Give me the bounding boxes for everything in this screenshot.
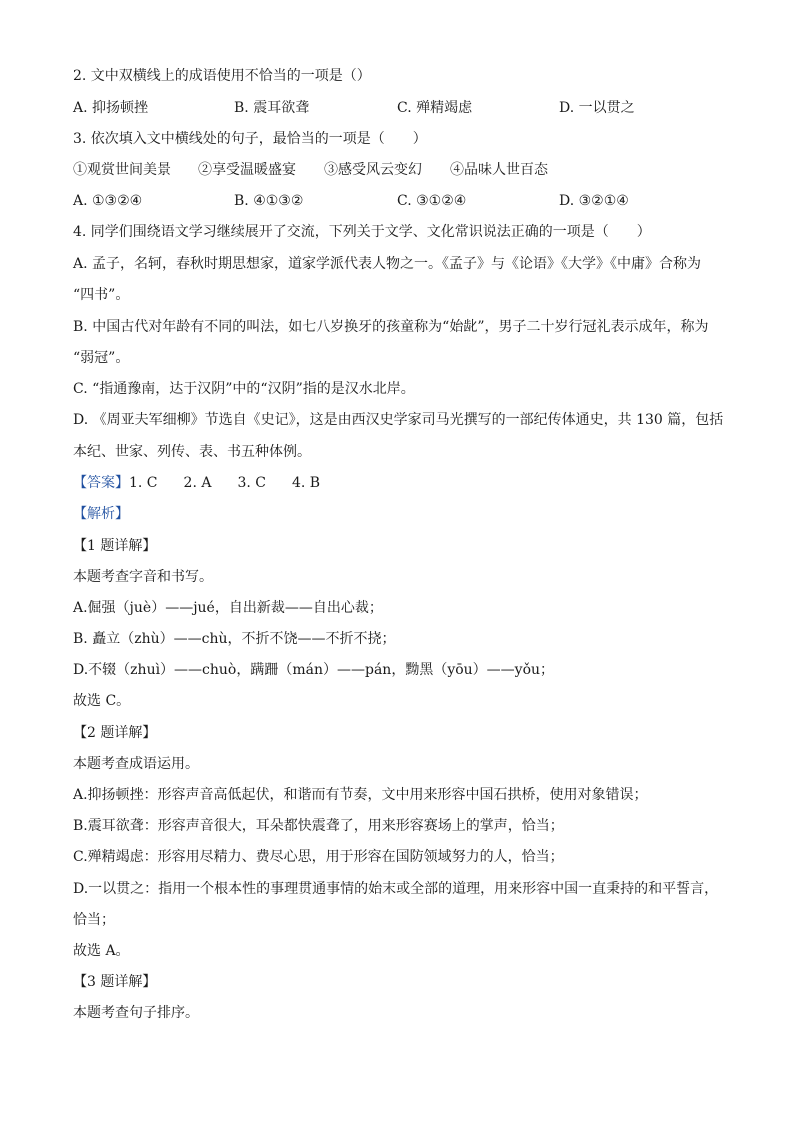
q3-phrase-4: ④品味人世百态 — [450, 162, 548, 178]
q4-option-a: A. 孟子，名轲，春秋时期思想家，道家学派代表人物之一。《孟子》与《论语》《大学》《中庸》合称为 — [73, 256, 702, 272]
answer-2: 2. A — [183, 475, 212, 491]
q3-phrase-2: ②享受温暖盛宴 — [198, 162, 296, 178]
q4-option-a-cont: “四书”。 — [73, 287, 130, 303]
detail-1-line-d: D.不辍（zhuì）——chuò，蹒跚（mán）——pán，黝黑（yōu）——yǒu； — [73, 662, 555, 678]
detail-2-conclusion: 故选 A。 — [73, 943, 130, 959]
q3-phrase-3: ③感受风云变幻 — [324, 162, 422, 178]
q4-option-c: C. “指通豫南，达于汉阴”中的“汉阴”指的是汉水北岸。 — [73, 381, 415, 397]
q3-option-d: D. ③②①④ — [559, 193, 629, 209]
analysis-label: 【解析】 — [73, 506, 129, 522]
q2-option-c: C. 殚精竭虑 — [397, 100, 473, 116]
q2-stem: 2. 文中双横线上的成语使用不恰当的一项是（） — [73, 68, 371, 84]
detail-3-heading: 【3 题详解】 — [73, 974, 157, 990]
q4-option-b-cont: “弱冠”。 — [73, 350, 130, 366]
detail-2-line-c: C.殚精竭虑：形容用尽精力、费尽心思，用于形容在国防领域努力的人，恰当； — [73, 849, 564, 865]
q3-option-b: B. ④①③② — [234, 193, 304, 209]
q3-stem: 3. 依次填入文中横线处的句子，最恰当的一项是（ ） — [73, 131, 427, 147]
detail-2-line-a: A.抑扬顿挫：形容声音高低起伏，和谐而有节奏，文中用来形容中国石拱桥，使用对象错误； — [73, 787, 648, 803]
q2-option-a: A. 抑扬顿挫 — [73, 100, 149, 116]
q4-option-b: B. 中国古代对年龄有不同的叫法，如七八岁换牙的孩童称为“始龀”，男子二十岁行冠礼表示成年，称为 — [73, 319, 709, 335]
detail-3-intro: 本题考查句子排序。 — [73, 1005, 199, 1021]
detail-1-conclusion: 故选 C。 — [73, 693, 131, 709]
q4-option-d-cont: 本纪、世家、列传、表、书五种体例。 — [73, 444, 311, 460]
detail-2-line-d-cont: 恰当； — [73, 912, 115, 928]
q2-option-b: B. 震耳欲聋 — [234, 100, 310, 116]
q3-phrase-1: ①观赏世间美景 — [73, 162, 171, 178]
q3-option-c: C. ③①②④ — [397, 193, 467, 209]
detail-1-intro: 本题考查字音和书写。 — [73, 569, 213, 585]
answer-4: 4. B — [291, 475, 321, 491]
answer-3: 3. C — [237, 475, 266, 491]
answer-1: 1. C — [129, 475, 158, 491]
detail-1-heading: 【1 题详解】 — [73, 538, 157, 554]
q2-option-d: D. 一以贯之 — [559, 100, 635, 116]
detail-2-heading: 【2 题详解】 — [73, 725, 157, 741]
detail-2-intro: 本题考查成语运用。 — [73, 756, 199, 772]
detail-1-line-b: B. 矗立（zhù）——chù，不折不饶——不折不挠； — [73, 631, 396, 647]
answer-line — [73, 473, 320, 493]
answer-label: 【答案】 — [73, 475, 129, 491]
detail-1-line-a: A.倔强（juè）——jué，自出新裁——自出心裁； — [73, 600, 383, 616]
detail-2-line-b: B.震耳欲聋：形容声音很大，耳朵都快震聋了，用来形容赛场上的掌声，恰当； — [73, 818, 564, 834]
q4-stem: 4. 同学们围绕语文学习继续展开了交流，下列关于文学、文化常识说法正确的一项是（ ） — [73, 224, 651, 240]
detail-2-line-d: D.一以贯之：指用一个根本性的事理贯通事情的始末或全部的道理，用来形容中国一直秉持的和平誓言， — [73, 881, 719, 897]
q4-option-d: D. 《周亚夫军细柳》节选自《史记》，这是由西汉史学家司马光撰写的一部纪传体通史，共 130 篇，包括 — [73, 412, 724, 428]
q3-option-a: A. ①③②④ — [73, 193, 143, 209]
